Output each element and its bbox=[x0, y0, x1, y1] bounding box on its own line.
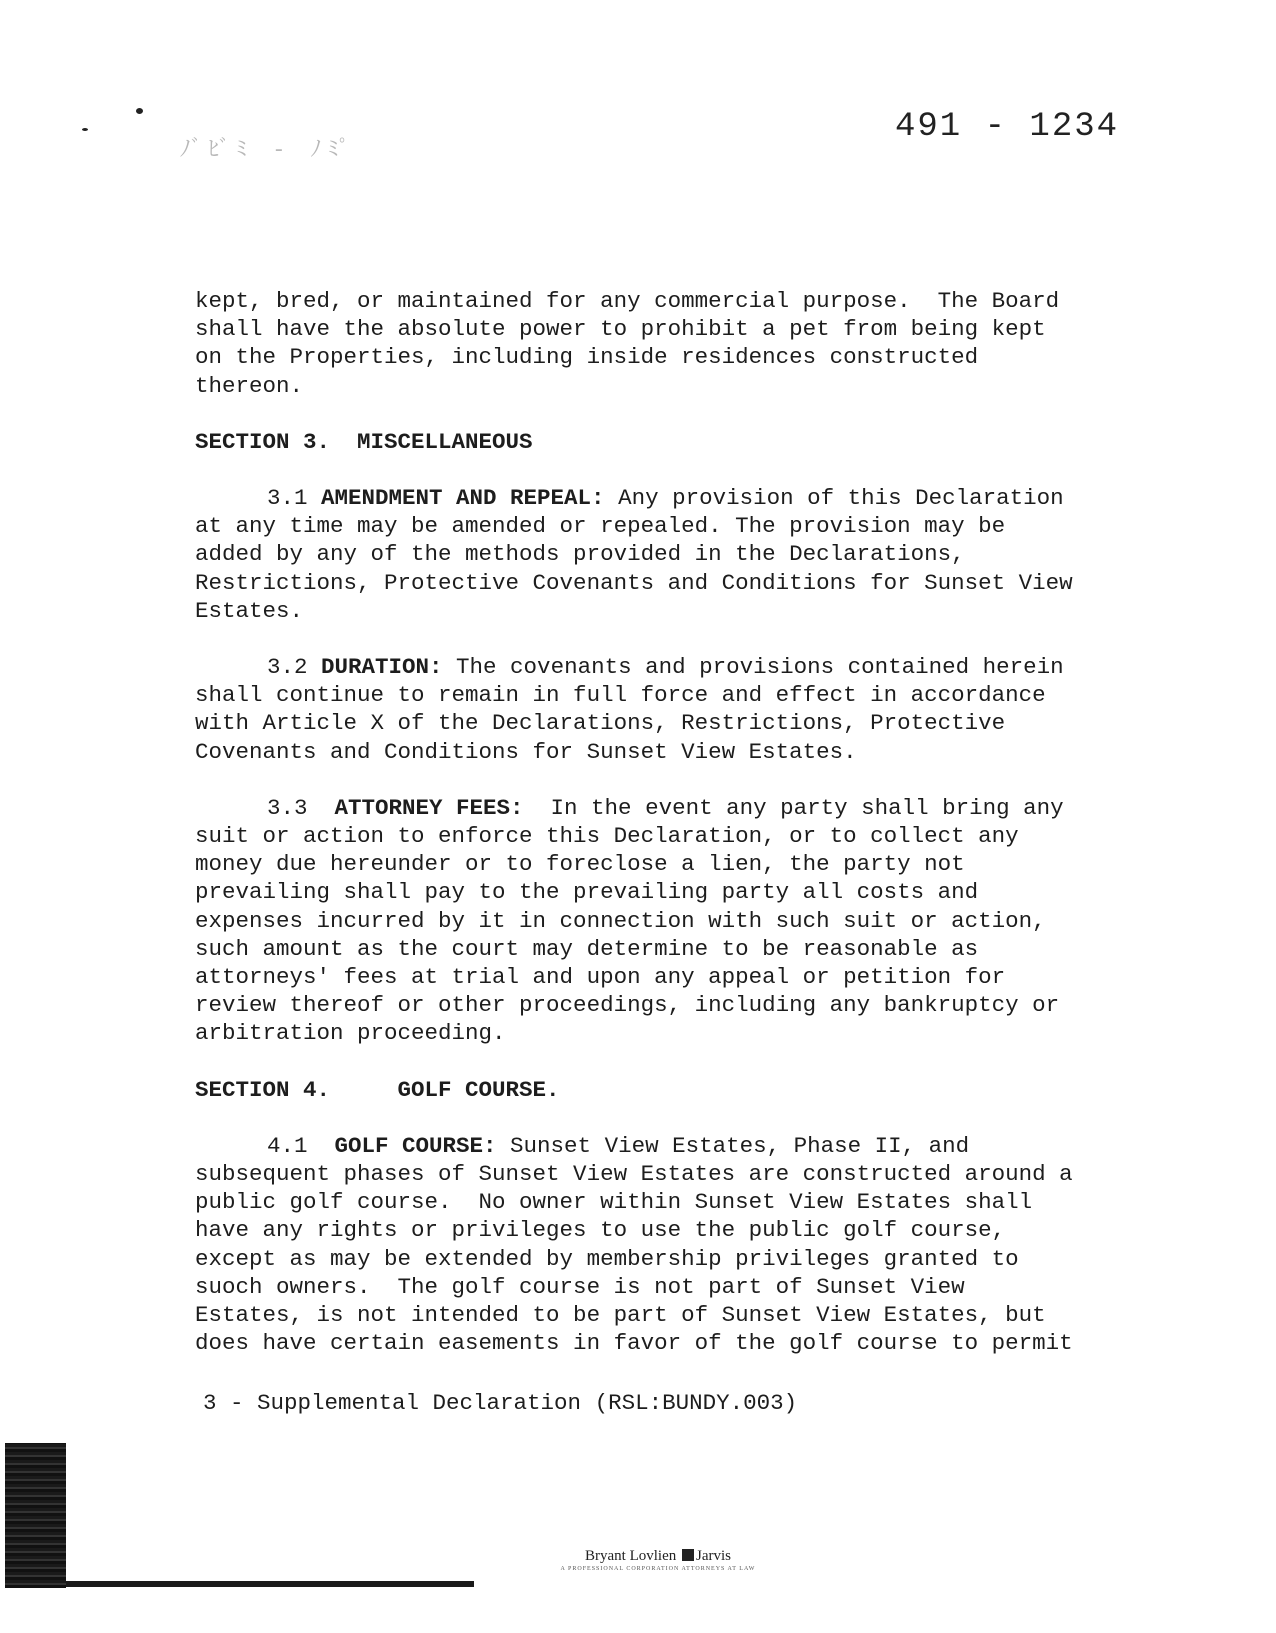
text-line: added by any of the methods provided in the Declarations, bbox=[195, 541, 965, 568]
faint-stamp: ﾉﾞﾋﾞﾐ - ﾉﾐﾟ bbox=[180, 138, 356, 163]
section-3-heading: SECTION 3. MISCELLANEOUS bbox=[195, 428, 533, 455]
clause-text: The covenants and provisions contained herein bbox=[442, 654, 1064, 681]
text-line: kept, bred, or maintained for any commercial purpose. The Board bbox=[195, 288, 1060, 314]
clause-text: In the event any party shall bring any bbox=[523, 794, 1064, 821]
clause-number: 4.1 bbox=[267, 1132, 335, 1159]
text-line: except as may be extended by membership privileges granted to bbox=[195, 1245, 1019, 1272]
firm-name bbox=[558, 1548, 758, 1565]
firm-name-left: Bryant Lovlien bbox=[585, 1548, 677, 1564]
text-line: suit or action to enforce this Declaration, or to collect any bbox=[195, 823, 1019, 850]
page-footer: 3 - Supplemental Declaration (RSL:BUNDY.003) bbox=[203, 1390, 798, 1416]
text-line: public golf course. No owner within Sunset View Estates shall bbox=[195, 1189, 1033, 1216]
text-line: subsequent phases of Sunset View Estates are constructed around a bbox=[195, 1161, 1073, 1188]
text-line: review thereof or other proceedings, including any bankruptcy or bbox=[195, 992, 1060, 1019]
text-line: attorneys' fees at trial and upon any appeal or petition for bbox=[195, 964, 1006, 991]
paragraph-pets bbox=[195, 287, 1115, 400]
bottom-rule bbox=[66, 1581, 474, 1587]
clause-title: DURATION: bbox=[321, 654, 443, 681]
clause-first-line bbox=[195, 653, 1115, 681]
scan-edge-mark bbox=[5, 1443, 66, 1588]
clause-number: 3.2 bbox=[267, 654, 322, 681]
clause-3-3 bbox=[195, 794, 1115, 1048]
clause-title: GOLF COURSE: bbox=[334, 1132, 497, 1159]
clause-number: 3.1 bbox=[267, 485, 322, 512]
text-line: suoch owners. The golf course is not part of Sunset View bbox=[195, 1273, 965, 1300]
text-line: have any rights or privileges to use the public golf course, bbox=[195, 1217, 1006, 1244]
document-body bbox=[195, 287, 1115, 1358]
text-line: Covenants and Conditions for Sunset View Estates. bbox=[195, 738, 857, 765]
section-4-heading: SECTION 4. GOLF COURSE. bbox=[195, 1076, 560, 1103]
clause-first-line bbox=[195, 484, 1115, 512]
firm-name-right: Jarvis bbox=[695, 1548, 731, 1564]
text-line: on the Properties, including inside residences constructed bbox=[195, 344, 979, 371]
page-number: 491 - 1234 bbox=[895, 108, 1120, 146]
text-line: prevailing shall pay to the prevailing party all costs and bbox=[195, 879, 979, 906]
text-line: shall have the absolute power to prohibit a pet from being kept bbox=[195, 316, 1046, 343]
clause-text: Any provision of this Declaration bbox=[604, 485, 1064, 512]
text-line: thereon. bbox=[195, 372, 304, 399]
logo-box-icon bbox=[682, 1549, 694, 1561]
clause-title: AMENDMENT AND REPEAL: bbox=[321, 485, 605, 512]
scan-speck bbox=[136, 108, 143, 114]
clause-first-line bbox=[195, 1132, 1115, 1160]
text-line: such amount as the court may determine to be reasonable as bbox=[195, 935, 979, 962]
firm-logo bbox=[558, 1548, 758, 1572]
text-line: arbitration proceeding. bbox=[195, 1020, 506, 1047]
clause-4-1 bbox=[195, 1132, 1115, 1358]
clause-text: Sunset View Estates, Phase II, and bbox=[496, 1132, 970, 1159]
scan-speck bbox=[82, 128, 88, 131]
text-line: Estates. bbox=[195, 597, 304, 624]
text-line: does have certain easements in favor of the golf course to permit bbox=[195, 1330, 1073, 1357]
clause-title: ATTORNEY FEES: bbox=[334, 794, 524, 821]
text-line: money due hereunder or to foreclose a lien, the party not bbox=[195, 851, 965, 878]
clause-3-1 bbox=[195, 484, 1115, 625]
text-line: shall continue to remain in full force and effect in accordance bbox=[195, 682, 1046, 709]
text-line: Estates, is not intended to be part of Sunset View Estates, but bbox=[195, 1302, 1046, 1329]
text-line: at any time may be amended or repealed. The provision may be bbox=[195, 513, 1006, 540]
text-line: Restrictions, Protective Covenants and Conditions for Sunset View bbox=[195, 569, 1073, 596]
text-line: expenses incurred by it in connection with such suit or action, bbox=[195, 907, 1046, 934]
firm-subtitle: A PROFESSIONAL CORPORATION ATTORNEYS AT LAW bbox=[560, 1566, 756, 1572]
clause-first-line bbox=[195, 794, 1115, 822]
text-line: with Article X of the Declarations, Restrictions, Protective bbox=[195, 710, 1006, 737]
clause-3-2 bbox=[195, 653, 1115, 766]
clause-number: 3.3 bbox=[267, 794, 335, 821]
